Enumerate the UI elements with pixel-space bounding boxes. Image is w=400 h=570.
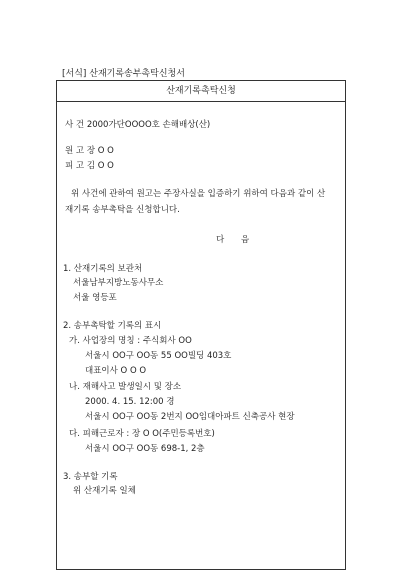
section-2-ga-address: 서울시 OO구 OO동 55 OO빌딩 403호 <box>85 351 232 361</box>
defendant-line: 피 고 김 O O <box>65 161 114 171</box>
section-2-da-address: 서울시 OO구 OO동 698-1, 2층 <box>85 444 205 454</box>
section-1-line-2: 서울 영등포 <box>73 293 117 303</box>
section-3-line-1: 위 산재기록 일체 <box>73 486 136 496</box>
document-box <box>56 80 346 570</box>
section-2-ga: 가. 사업장의 명칭 : 주식회사 OO <box>69 336 192 346</box>
section-2-heading: 2. 송부촉탁할 기록의 표시 <box>63 321 162 331</box>
section-1-line-1: 서울남부지방노동사무소 <box>73 278 164 288</box>
section-2-na: 나. 재해사고 발생일시 및 장소 <box>69 382 182 392</box>
section-2-da: 다. 피해근로자 : 장 O O(주민등록번호) <box>69 429 215 439</box>
section-2-na-date: 2000. 4. 15. 12:00 경 <box>85 397 175 407</box>
section-1-heading: 1. 산재기록의 보관처 <box>63 264 143 274</box>
heading-eum: 음 <box>241 235 250 245</box>
document-title: 산재기록촉탁신청 <box>57 81 345 102</box>
section-3-heading: 3. 송부할 기록 <box>63 472 118 482</box>
plaintiff-line: 원 고 장 O O <box>65 146 114 156</box>
body-line-1: 위 사건에 관하여 원고는 주장사실을 입증하기 위하여 다음과 같이 산 <box>71 189 326 199</box>
form-caption: [서식] 산재기록송부촉탁신청서 <box>62 69 185 79</box>
body-line-2: 재기록 송부촉탁을 신청합니다. <box>65 205 180 215</box>
heading-da: 다 <box>216 235 225 245</box>
section-2-ga-representative: 대표이사 O O O <box>85 366 147 376</box>
section-2-na-place: 서울시 OO구 OO동 2번지 OO임대아파트 신축공사 현장 <box>85 412 295 422</box>
case-line: 사 건 2000가단OOOO호 손해배상(산) <box>65 120 211 130</box>
